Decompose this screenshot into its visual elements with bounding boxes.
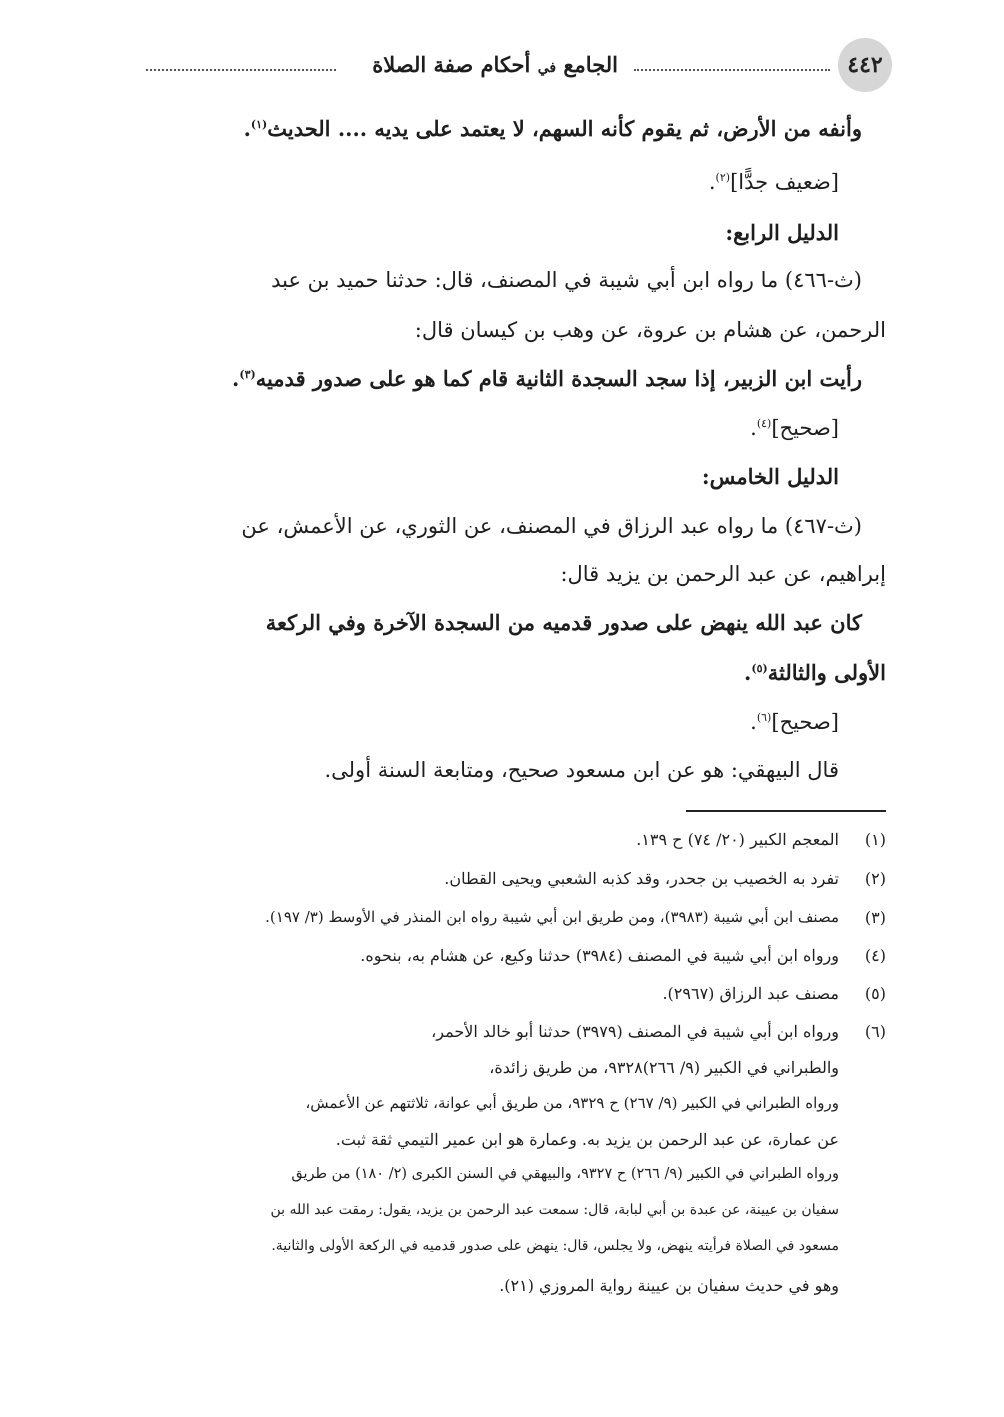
header-dotted-rule [634, 69, 830, 71]
footnote-text: ورواه الطبراني في الكبير (٩/ ٢٦٦) ح ٩٣٢٧، والبيهقي في السنن الكبرى (٢/ ١٨٠) من طريق [291, 1166, 839, 1182]
text-line-3: (ث-٤٦٦) ما رواه ابن أبي شيبة في المصنف، قال: حدثنا حميد بن عبد [271, 268, 862, 292]
footnote-text: ورواه ابن أبي شيبة في المصنف (٣٩٨٤) حدثنا وكيع، عن هشام به، بنحوه. [360, 946, 839, 965]
punctuation: . [232, 366, 240, 391]
book-title [366, 52, 624, 77]
grading-text: [صحيح] [771, 416, 839, 440]
footnote-text: ورواه الطبراني في الكبير (٩/ ٢٦٧) ح ٩٣٢٩، من طريق أبي عوانة، ثلاثتهم عن الأعمش، [305, 1094, 839, 1112]
matn-line-3: كان عبد الله ينهض على صدور قدميه من السجدة الآخرة وفي الركعة [265, 610, 862, 635]
footnote-ref: (٣) [239, 368, 256, 381]
grading-text: [ضعيف جدًّا] [730, 170, 839, 194]
matn-text: وأنفه من الأرض، ثم يقوم كأنه السهم، لا يعتمد على يديه .... الحديث [267, 116, 862, 141]
footnote-text: مسعود في الصلاة فرأيته ينهض، ولا يجلس، قال: ينهض على صدور قدميه في الركعة الأولى والثانية. [271, 1238, 839, 1254]
footnote-separator [686, 810, 886, 812]
footnote-number: (٣) [864, 908, 886, 927]
matn-line-1 [244, 116, 862, 141]
punctuation: . [750, 710, 757, 734]
grading-text: [صحيح] [771, 710, 839, 734]
footnote-ref: (١) [250, 118, 268, 131]
footnote-number: (٤) [864, 946, 886, 965]
footnote-ref: (٦) [756, 711, 772, 724]
section-heading-4: الدليل الرابع: [725, 220, 839, 245]
footnote-text: مصنف عبد الرزاق (٢٩٦٧). [662, 984, 839, 1003]
book-title-main: الجامع [563, 52, 618, 77]
running-header [140, 38, 892, 98]
footnote-text: والطبراني في الكبير (٩/ ٢٦٦)٩٣٢٨، من طريق زائدة، [489, 1058, 839, 1077]
text-line-8: إبراهيم، عن عبد الرحمن بن يزيد قال: [560, 562, 886, 586]
footnote-text: وهو في حديث سفيان بن عيينة رواية المروزي (٢١). [499, 1276, 839, 1295]
header-dotted-rule [146, 69, 336, 71]
matn-text: رأيت ابن الزبير، إذا سجد السجدة الثانية قام كما هو على صدور قدميه [255, 366, 862, 391]
footnote-text: عن عمارة، عن عبد الرحمن بن يزيد به. وعمارة هو ابن عمير التيمي ثقة ثبت. [335, 1130, 839, 1149]
matn-text: الأولى والثالثة [767, 660, 886, 685]
punctuation: . [243, 116, 251, 141]
footnote-number: (٢) [864, 869, 886, 888]
text-line-4: الرحمن، عن هشام بن عروة، عن وهب بن كيسان قال: [414, 318, 886, 342]
footnote-text: مصنف ابن أبي شيبة (٣٩٨٣)، ومن طريق ابن أبي شيبة رواه ابن المنذر في الأوسط (٣/ ١٩٧). [265, 908, 839, 926]
book-title-fi: في [537, 60, 557, 76]
matn-line-2 [232, 366, 862, 391]
grading-1 [709, 170, 839, 194]
page-number: ٤٤٢ [838, 38, 892, 92]
punctuation: . [708, 170, 716, 194]
footnote-text: سفيان بن عيينة، عن عبدة بن أبي لبابة، قال: سمعت عبد الرحمن بن يزيد، يقول: رمقت عبد الله بن [270, 1202, 839, 1218]
punctuation: . [744, 660, 752, 685]
footnote-text: ورواه ابن أبي شيبة في المصنف (٣٩٧٩) حدثنا أبو خالد الأحمر، [431, 1022, 839, 1041]
footnote-ref: (٥) [751, 662, 768, 675]
grading-3 [750, 710, 839, 734]
matn-line-4 [744, 660, 886, 685]
footnote-text: المعجم الكبير (٢٠/ ٧٤) ح ١٣٩. [636, 830, 839, 849]
footnote-number: (١) [864, 830, 886, 849]
footnote-text: تفرد به الخصيب بن جحدر، وقد كذبه الشعبي ويحيى القطان. [444, 869, 839, 888]
book-title-rest: أحكام صفة الصلاة [372, 52, 531, 77]
footnote-number: (٥) [864, 984, 886, 1003]
grading-2 [750, 416, 839, 440]
footnote-ref: (٢) [715, 171, 731, 184]
punctuation: . [750, 416, 757, 440]
footnote-ref: (٤) [756, 417, 772, 430]
text-line-7: (ث-٤٦٧) ما رواه عبد الرزاق في المصنف، عن الثوري، عن الأعمش، عن [241, 514, 862, 538]
footnote-number: (٦) [864, 1022, 886, 1041]
text-line-12: قال البيهقي: هو عن ابن مسعود صحيح، ومتابعة السنة أولى. [324, 758, 839, 782]
section-heading-5: الدليل الخامس: [701, 464, 839, 489]
